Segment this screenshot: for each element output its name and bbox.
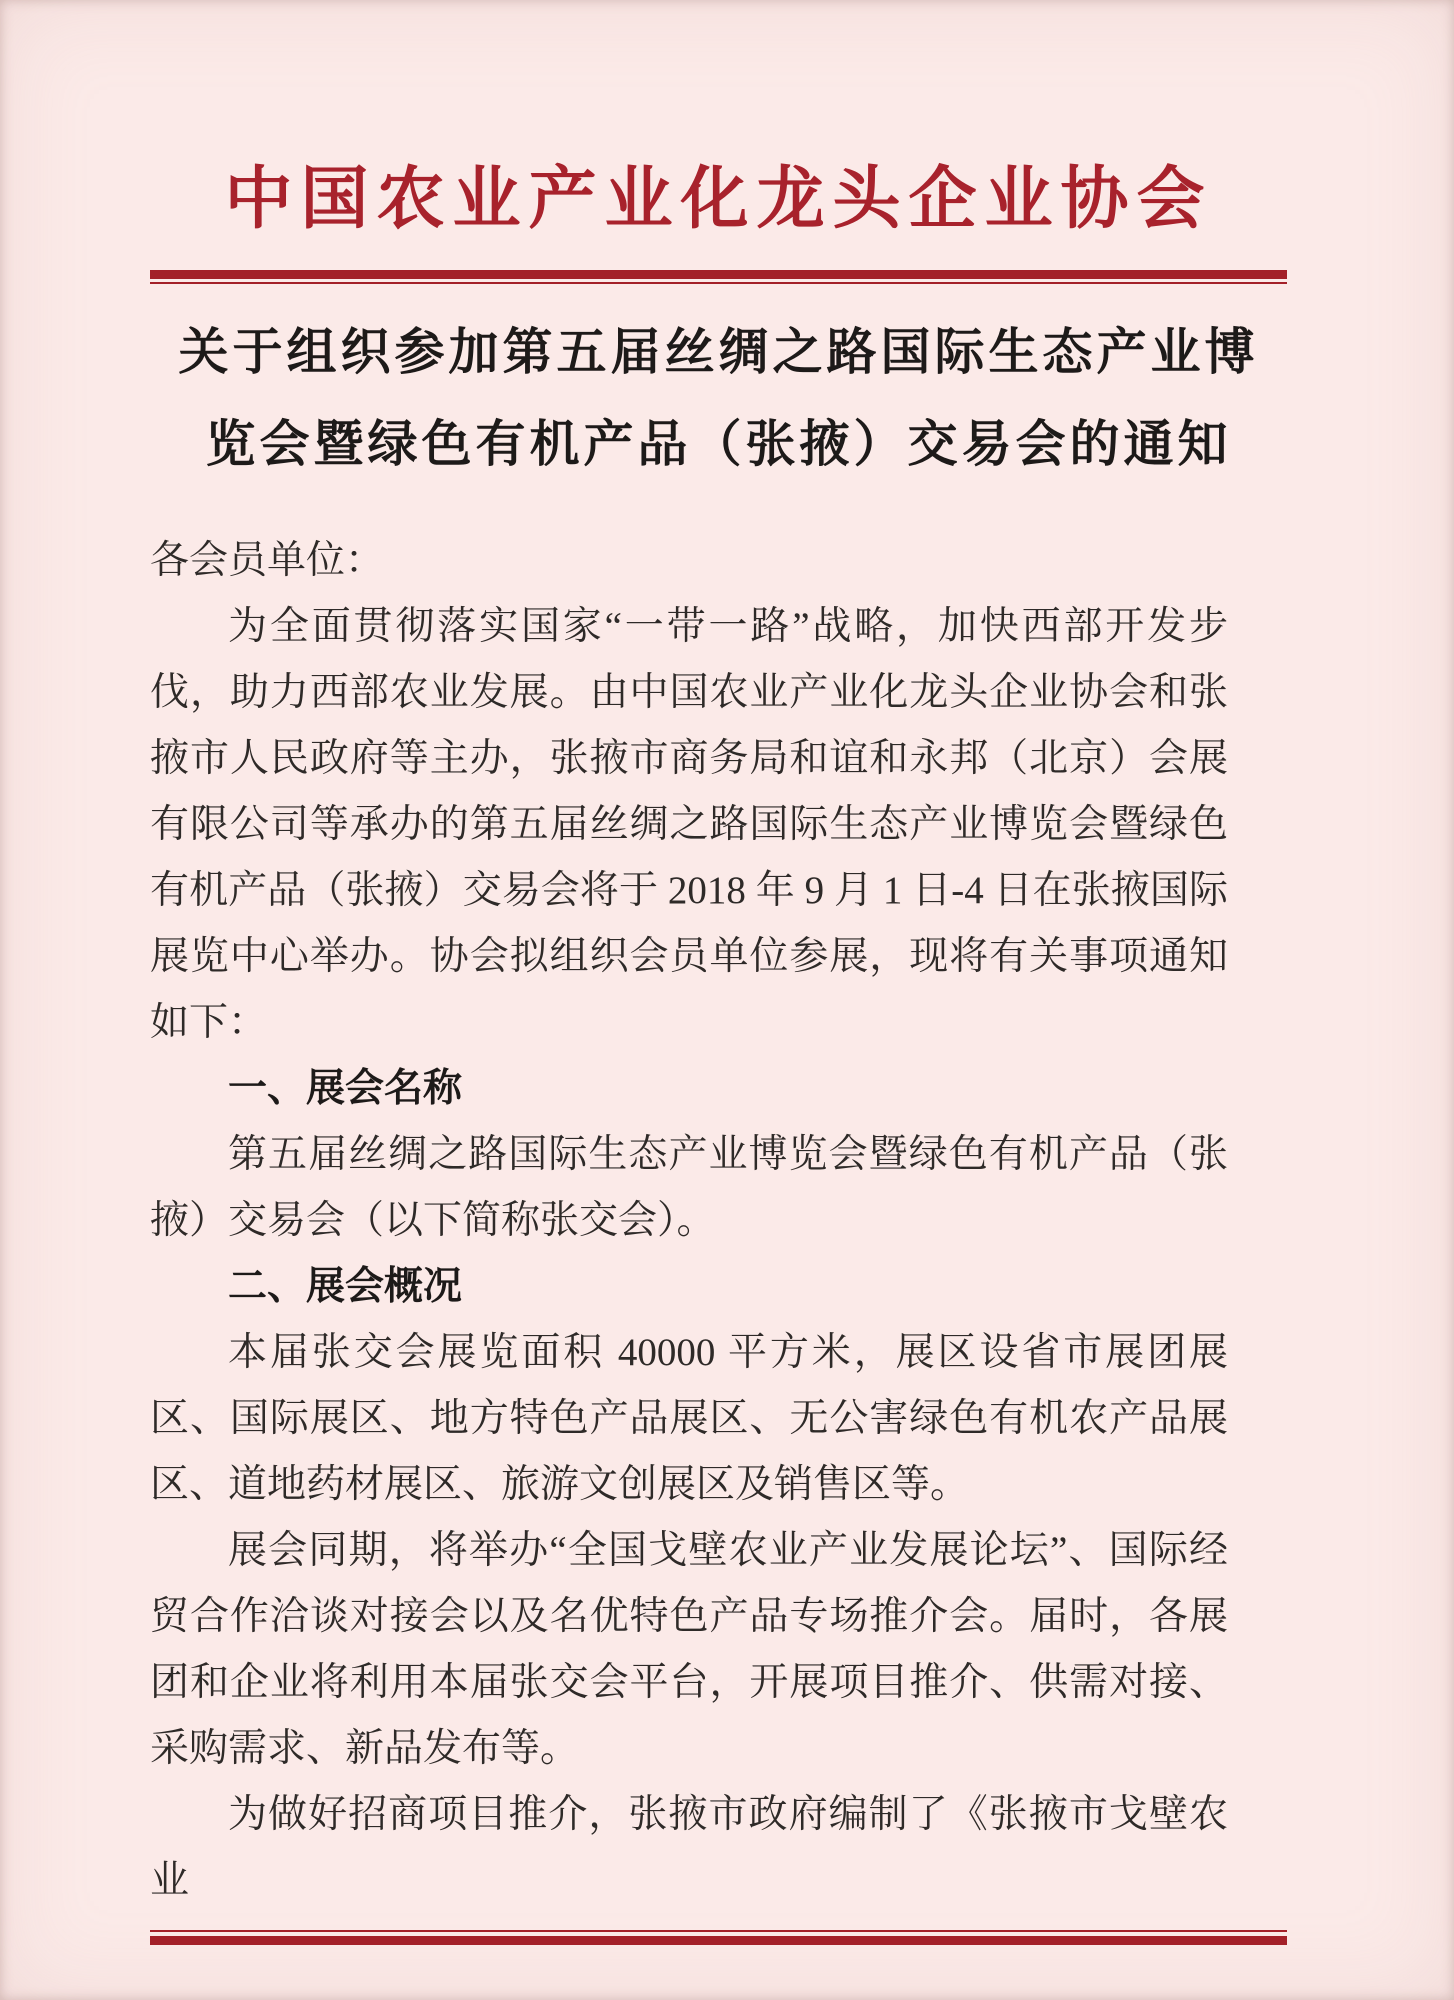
body-paragraph-exhibition-name: 第五届丝绸之路国际生态产业博览会暨绿色有机产品（张掖）交易会（以下简称张交会）。 [150, 1133, 1228, 1242]
document-title-line2: 览会暨绿色有机产品（张掖）交易会的通知 [205, 416, 1232, 472]
header-divider-thick-line [150, 270, 1287, 279]
section-heading-2-exhibition-overview: 二、展会概况 [228, 1265, 463, 1308]
footer-divider-thin-line [150, 1930, 1287, 1932]
body-paragraph-exhibition-area: 本届张交会展览面积 40000 平方米，展区设省市展团展区、国际展区、地方特色产品展区、无公害绿色有机农产品展区、道地药材展区、旅游文创展区及销售区等。 [150, 1331, 1228, 1506]
document-content [150, 0, 1287, 1945]
document-title [150, 306, 1287, 490]
section-heading-1-exhibition-name: 一、展会名称 [228, 1067, 463, 1110]
footer-divider-rule [150, 1930, 1287, 1945]
salutation-line: 各会员单位： [150, 539, 385, 582]
header-divider-thin-line [150, 282, 1287, 284]
body-paragraph-intro: 为全面贯彻落实国家“一带一路”战略，加快西部开发步伐，助力西部农业发展。由中国农业产业化龙头企业协会和张掖市人民政府等主办，张掖市商务局和谊和永邦（北京）会展有限公司等承办的第五届丝绸之路国际生态产业博览会暨绿色有机产品（张掖）交易会将于 2018 年 9 月 1 日-4 日在张掖国际展览中心举办。协会拟组织会员单位参展，现将有关事项通知如下： [150, 605, 1228, 1044]
document-body [150, 528, 1228, 1914]
header-divider-rule [150, 270, 1287, 284]
body-paragraph-investment-projects: 为做好招商项目推介，张掖市政府编制了《张掖市戈壁农业 [150, 1793, 1228, 1902]
body-paragraph-concurrent-events: 展会同期，将举办“全国戈壁农业产业发展论坛”、国际经贸合作洽谈对接会以及名优特色产品专场推介会。届时，各展团和企业将利用本届张交会平台，开展项目推介、供需对接、采购需求、新品发布等。 [150, 1529, 1228, 1770]
footer-divider-thick-line [150, 1936, 1287, 1945]
document-title-line1: 关于组织参加第五届丝绸之路国际生态产业博 [178, 324, 1259, 380]
org-name-masthead: 中国农业产业化龙头企业协会 [224, 161, 1213, 237]
